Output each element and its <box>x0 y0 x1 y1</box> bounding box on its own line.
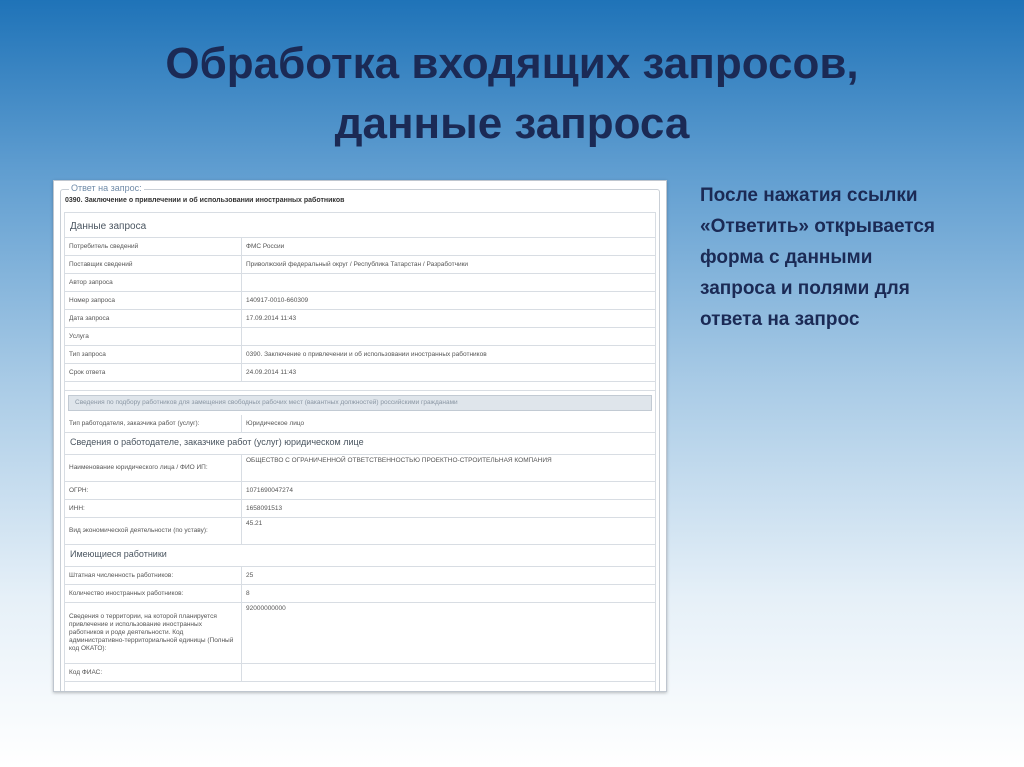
caption-line3: форма с данными <box>700 247 873 268</box>
row-label: Срок ответа <box>65 364 242 382</box>
table-row <box>65 500 655 518</box>
row-value: 45.21 <box>242 518 656 545</box>
slide-title <box>60 34 964 154</box>
row-label: Наименование юридического лица / ФИО ИП: <box>65 455 242 482</box>
table-row <box>65 455 655 482</box>
row-label: Услуга <box>65 328 242 346</box>
row-value: 24.09.2014 11:43 <box>242 364 656 382</box>
service-title: 0390. Заключение о привлечении и об использовании иностранных работников <box>65 197 345 204</box>
row-label: Автор запроса <box>65 274 242 292</box>
spacer <box>65 382 655 391</box>
table-row <box>65 567 655 585</box>
row-label: ИНН: <box>65 500 242 518</box>
caption-line1: После нажатия ссылки <box>700 185 918 206</box>
caption-line2: «Ответить» открывается <box>700 216 936 237</box>
employer-table <box>65 455 655 545</box>
row-value: 92000000000 <box>242 603 656 664</box>
section-employer: Сведения о работодателе, заказчике работ (услуг) юридическом лице <box>65 433 655 455</box>
row-label: Сведения о территории, на которой планируется привлечение и использование иностранных работников и роде деятельности. Код административно-территориальной единицы (Полный код ОКАТО): <box>65 603 242 664</box>
row-label: Поставщик сведений <box>65 256 242 274</box>
row-label: ОГРН: <box>65 482 242 500</box>
table-row <box>65 292 655 310</box>
row-value <box>242 328 656 346</box>
row-value: Приволжский федеральный округ / Республика Татарстан / Разработчики <box>242 256 656 274</box>
table-row <box>65 328 655 346</box>
workers-table <box>65 567 655 682</box>
row-value: 8 <box>242 585 656 603</box>
row-value: 1658091513 <box>242 500 656 518</box>
row-value: 25 <box>242 567 656 585</box>
fieldset-legend: Ответ на запрос: <box>71 183 142 193</box>
response-fieldset <box>60 183 660 692</box>
row-value: ФМС России <box>242 238 656 256</box>
row-label: Штатная численность работников: <box>65 567 242 585</box>
slide-title-line2: данные запроса <box>334 99 690 148</box>
table-row <box>65 310 655 328</box>
row-value <box>242 274 656 292</box>
row-value: 0390. Заключение о привлечении и об использовании иностранных работников <box>242 346 656 364</box>
caption-line5: ответа на запрос <box>700 309 860 330</box>
caption-text <box>700 180 990 335</box>
row-label: Вид экономической деятельности (по уставу): <box>65 518 242 545</box>
table-row <box>65 664 655 682</box>
table-row <box>65 238 655 256</box>
request-data-panel <box>64 212 656 692</box>
row-value: 1071690047274 <box>242 482 656 500</box>
section-workers: Имеющиеся работники <box>65 545 655 567</box>
row-label: Код ФИАС: <box>65 664 242 682</box>
request-form-screenshot <box>53 180 667 692</box>
employer-type-table <box>65 415 655 433</box>
vacancy-section-bar[interactable]: Сведения по подбору работников для замещения свободных рабочих мест (вакантных должностей) российскими гражданами <box>68 395 652 411</box>
row-value: 140917-0010-660309 <box>242 292 656 310</box>
row-label: Тип работодателя, заказчика работ (услуг): <box>65 415 242 433</box>
caption-line4: запроса и полями для <box>700 278 910 299</box>
section-request-data: Данные запроса <box>65 213 655 238</box>
table-row <box>65 346 655 364</box>
row-label: Количество иностранных работников: <box>65 585 242 603</box>
table-row <box>65 603 655 664</box>
row-label: Тип запроса <box>65 346 242 364</box>
table-row <box>65 256 655 274</box>
table-row <box>65 415 655 433</box>
row-label: Дата запроса <box>65 310 242 328</box>
request-data-table <box>65 238 655 382</box>
slide-title-line1: Обработка входящих запросов, <box>165 39 859 88</box>
table-row <box>65 274 655 292</box>
table-row <box>65 518 655 545</box>
row-value <box>242 664 656 682</box>
row-label: Потребитель сведений <box>65 238 242 256</box>
row-value: ОБЩЕСТВО С ОГРАНИЧЕННОЙ ОТВЕТСТВЕННОСТЬЮ ПРОЕКТНО-СТРОИТЕЛЬНАЯ КОМПАНИЯ <box>242 455 656 482</box>
table-row <box>65 482 655 500</box>
row-value: Юридическое лицо <box>242 415 656 433</box>
row-value: 17.09.2014 11:43 <box>242 310 656 328</box>
row-label: Номер запроса <box>65 292 242 310</box>
table-row <box>65 585 655 603</box>
table-row <box>65 364 655 382</box>
